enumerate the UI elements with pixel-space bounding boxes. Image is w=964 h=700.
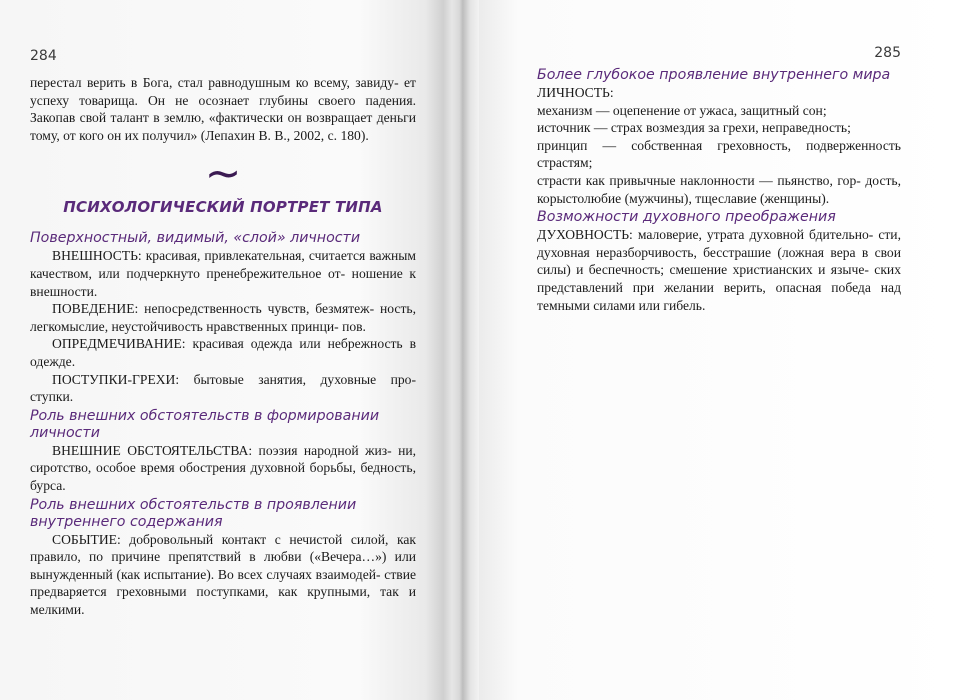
personality-label: ЛИЧНОСТЬ: <box>537 85 614 100</box>
line-source: источник — страх возмездия за грехи, неправедность; <box>537 120 851 136</box>
paragraph-passions: страсти как привычные наклонности — пьянство, гор- дость, корыстолюбие (мужчины), тщеславие (женщины). <box>537 172 902 206</box>
ornament-swirl-icon: ~ <box>204 148 242 200</box>
subheading-external-manifestation: Роль внешних обстоятельств в проявлении внутреннего содержания <box>30 496 357 530</box>
paragraph-event: СОБЫТИЕ: добровольный контакт с нечистой силой, как правило, по причине препятствий в любви («Вечера…») или вынужденный (как испытание). Во всех случаях взаимодей- ствие предваряется греховными поступками, как крупными, так и мелкими. <box>30 531 416 617</box>
intro-paragraph: перестал верить в Бога, стал равнодушным ко всему, завиду- ет успеху товарища. Он не осознает глубины своего падения. Закопав свой талант в землю, «фактически он возвращает деньги тому, от кого он их получил» (Лепахин В. В., 2002, с. 180). <box>30 75 416 143</box>
paragraph-external-circumstances: ВНЕШНИЕ ОБСТОЯТЕЛЬСТВА: поэзия народной жиз- ни, сиротство, особое время обострения духовной борьбы, бедность, бурса. <box>30 442 417 493</box>
paragraph-principle: принцип — собственная греховность, подверженность страстям; <box>537 137 901 171</box>
right-page-content <box>537 45 901 314</box>
right-page-number: 285 <box>874 45 901 61</box>
paragraph-sinful-deeds: ПОСТУПКИ-ГРЕХИ: бытовые занятия, духовные про- ступки. <box>30 371 416 405</box>
paragraph-behavior: ПОВЕДЕНИЕ: непосредственность чувств, безмятеж- ность, легкомыслие, неустойчивость нравственных принци- пов. <box>30 301 416 334</box>
line-mechanism: механизм — оцепенение от ужаса, защитный сон; <box>537 102 827 118</box>
paragraph-spirituality: ДУХОВНОСТЬ: маловерие, утрата духовной бдительно- сти, духовная неразборчивость, бесстрашие (ложная вера в свои силы) и беспечность; смешение христианских и языче- ских представлений при желании верить, опасная победа над темными силами или гибель. <box>537 227 901 313</box>
subheading-spiritual-transformation: Возможности духовного преображения <box>537 209 836 226</box>
left-page-number: 284 <box>30 48 57 64</box>
subheading-external-formation: Роль внешних обстоятельств в формировании личности <box>30 407 380 441</box>
book-gutter <box>443 0 479 700</box>
subheading-surface-layer: Поверхностный, видимый, «слой» личности <box>30 230 361 247</box>
left-page-content <box>30 48 416 618</box>
subheading-inner-world: Более глубокое проявление внутреннего мира <box>537 67 891 83</box>
paragraph-appearance: ВНЕШНОСТЬ: красивая, привлекательная, считается важным качеством, или подчеркнуто пренебрежительное от- ношение к внешности. <box>30 248 416 299</box>
paragraph-objectification: ОПРЕДМЕЧИВАНИЕ: красивая одежда или небрежность в одежде. <box>30 336 416 369</box>
section-title: ПСИХОЛОГИЧЕСКИЙ ПОРТРЕТ ТИПА <box>63 198 383 217</box>
